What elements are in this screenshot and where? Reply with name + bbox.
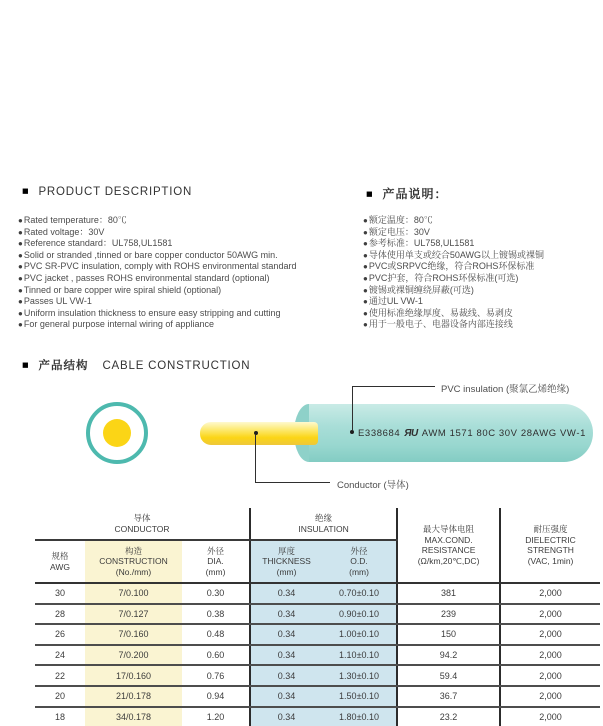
dot-bullet-icon: ●	[18, 320, 23, 330]
square-bullet-icon: ■	[366, 188, 374, 201]
table-row	[35, 583, 600, 604]
leader-line	[352, 386, 435, 387]
conductor-label: Conductor (导体)	[337, 480, 409, 491]
spec-table	[35, 508, 600, 726]
list-item-text: Rated voltage：30V	[23, 226, 105, 237]
list-item	[363, 319, 601, 331]
group-label-en: CONDUCTOR	[114, 523, 170, 534]
cell-resistance: 94.2	[397, 645, 500, 666]
dot-bullet-icon: ●	[363, 285, 368, 295]
list-item-text: For general purpose internal wiring of appliance	[23, 319, 214, 330]
leader-line	[352, 386, 353, 430]
cell-awg: 28	[35, 604, 85, 625]
list-item	[18, 250, 363, 262]
dia-column-header	[182, 540, 250, 583]
square-bullet-icon: ■	[22, 359, 30, 372]
cell-awg: 24	[35, 645, 85, 666]
col-label-cn: 耐压强度	[533, 524, 568, 534]
list-item	[18, 215, 363, 227]
dot-bullet-icon: ●	[18, 239, 23, 249]
cell-awg: 26	[35, 624, 85, 645]
cell-resistance: 59.4	[397, 665, 500, 686]
col-label-en: CONSTRUCTION	[99, 556, 168, 567]
conductor-group-header	[35, 508, 250, 540]
cell-dia: 0.76	[182, 665, 250, 686]
list-item-text: 镀锡或裸铜缠绕屏蔽(可选)	[368, 284, 474, 295]
cell-thickness: 0.34	[250, 604, 322, 625]
col-label-en: DIA.	[207, 556, 224, 567]
dot-bullet-icon: ●	[363, 250, 368, 260]
col-label-en: DIELECTRIC	[525, 534, 576, 545]
dot-bullet-icon: ●	[363, 262, 368, 272]
list-item-text: 导体使用单支或绞合50AWG以上镀锡或裸铜	[368, 249, 545, 260]
cell-awg: 22	[35, 665, 85, 686]
list-item-text: PVC护套，符合ROHS环保标准(可选)	[368, 272, 519, 283]
cell-od: 1.50±0.10	[322, 686, 397, 707]
list-item	[18, 227, 363, 239]
col-unit: (Ω/km,20℃,DC)	[417, 555, 480, 566]
cell-dia: 0.94	[182, 686, 250, 707]
cell-dielectric: 2,000	[500, 686, 600, 707]
cell-dia: 1.20	[206, 711, 225, 722]
list-item-text: 用于一般电子、电器设备内部连接线	[368, 319, 513, 330]
list-item	[363, 238, 601, 250]
col-label-cn: 外径	[207, 545, 225, 556]
cell-dia: 0.38	[182, 604, 250, 625]
cell-od: 1.30±0.10	[322, 665, 397, 686]
col-label-en: THICKNESS	[262, 556, 311, 567]
list-item	[18, 273, 363, 285]
col-label-cn: 最大导体电阻	[423, 524, 475, 534]
product-notes-title: 产品说明：	[382, 187, 448, 201]
awg-column-header	[35, 540, 85, 583]
list-item-text: 额定电压：30V	[368, 226, 430, 237]
list-item-text: 参考标准：UL758,UL1581	[368, 238, 475, 249]
cell-dielectric: 2,000	[500, 624, 600, 645]
col-label-en: MAX.COND.	[424, 534, 473, 545]
cell-dielectric: 2,000	[500, 645, 600, 666]
cell-thickness: 0.34	[250, 665, 322, 686]
dot-bullet-icon: ●	[363, 273, 368, 283]
cell-od: 1.10±0.10	[322, 645, 397, 666]
cell-construction: 21/0.178	[85, 686, 182, 707]
cell-construction: 17/0.160	[85, 665, 182, 686]
cell-thickness: 0.34	[250, 707, 322, 726]
dot-bullet-icon: ●	[18, 297, 23, 307]
cable-rating-text: AWM 1571 80C 30V 28AWG VW-1	[421, 428, 586, 439]
cell-dielectric: 2,000	[500, 604, 600, 625]
list-item	[363, 261, 601, 273]
table-row	[35, 707, 600, 726]
col-unit: (mm)	[205, 566, 226, 577]
cable-diagram	[0, 375, 603, 508]
col-label-en: AWG	[50, 561, 70, 572]
col-label-cn: 厚度	[278, 545, 296, 556]
cell-dielectric: 2,000	[500, 665, 600, 686]
cell-thickness: 0.34	[250, 583, 322, 604]
list-item-text: Reference standard：UL758,UL1581	[23, 238, 173, 249]
col-label-en: STRENGTH	[527, 545, 574, 555]
ul-logo-icon: ЯU	[404, 428, 418, 439]
dot-bullet-icon: ●	[18, 308, 23, 318]
cell-construction: 7/0.200	[85, 645, 182, 666]
insulation-label: PVC insulation (聚氯乙烯绝缘)	[441, 384, 570, 395]
list-item	[18, 308, 363, 320]
cell-dia: 0.48	[182, 624, 250, 645]
list-item	[18, 238, 363, 250]
col-label-cn: 构造	[124, 545, 142, 556]
list-item-text: 额定温度：80℃	[368, 215, 433, 225]
cell-awg: 20	[35, 686, 85, 707]
group-label-en: INSULATION	[298, 523, 349, 534]
product-description-heading	[22, 186, 192, 198]
cable-construction-heading	[22, 357, 250, 373]
list-item	[363, 215, 601, 227]
cell-construction: 7/0.160	[85, 624, 182, 645]
leader-dot	[350, 430, 354, 434]
table-row	[35, 604, 600, 625]
cell-dia: 0.60	[182, 645, 250, 666]
cell-awg: 30	[35, 583, 85, 604]
group-header-row	[35, 508, 600, 540]
resistance-column-header	[397, 508, 500, 583]
square-bullet-icon: ■	[22, 185, 30, 198]
list-item-text: Solid or stranded ,tinned or bare copper conductor 50AWG min.	[23, 249, 278, 260]
list-item	[363, 296, 601, 308]
cell-thickness: 0.34	[250, 686, 322, 707]
col-unit: (mm)	[349, 566, 369, 577]
list-item-text: Tinned or bare copper wire spiral shield (optional)	[23, 284, 222, 295]
dot-bullet-icon: ●	[18, 227, 23, 237]
col-label-cn: 外径	[350, 545, 368, 556]
product-notes-list	[363, 215, 601, 331]
cell-construction: 7/0.100	[85, 583, 182, 604]
cell-od: 0.90±0.10	[322, 604, 397, 625]
list-item	[363, 308, 601, 320]
cell-thickness: 0.34	[250, 624, 322, 645]
dot-bullet-icon: ●	[18, 262, 23, 272]
dot-bullet-icon: ●	[363, 227, 368, 237]
cell-dia: 0.30	[182, 583, 250, 604]
col-label-en: O.D.	[350, 556, 368, 567]
dot-bullet-icon: ●	[363, 308, 368, 318]
cell-awg: 18	[54, 711, 65, 722]
cell-od: 1.80±0.10	[322, 707, 397, 726]
leader-line	[255, 482, 330, 483]
col-unit: (No./mm)	[115, 566, 152, 577]
cell-thickness: 0.34	[250, 645, 322, 666]
list-item-text: PVC SR-PVC insulation, comply with ROHS environmental standard	[23, 261, 297, 272]
cell-resistance: 150	[397, 624, 500, 645]
cell-construction: 34/0.178	[85, 707, 182, 726]
list-item	[363, 285, 601, 297]
cell-resistance: 239	[397, 604, 500, 625]
table-row	[35, 645, 600, 666]
od-column-header	[322, 540, 397, 583]
col-unit: (mm)	[276, 566, 297, 577]
list-item	[18, 285, 363, 297]
table-row	[35, 665, 600, 686]
table-row	[35, 624, 600, 645]
dot-bullet-icon: ●	[363, 297, 368, 307]
dot-bullet-icon: ●	[18, 250, 23, 260]
dot-bullet-icon: ●	[363, 320, 368, 330]
product-description-title: PRODUCT DESCRIPTION	[38, 186, 193, 198]
list-item-text: Rated temperature：80℃	[23, 215, 127, 225]
product-description-list	[18, 215, 363, 331]
insulation-group-header	[250, 508, 397, 540]
list-item-text: 使用标准绝缘厚度、易裁线、易剥皮	[368, 307, 513, 318]
construction-title-cn: 产品结构	[38, 360, 89, 372]
list-item	[18, 319, 363, 331]
cell-dielectric: 2,000	[500, 583, 600, 604]
list-item-text: PVC或SRPVC绝缘，符合ROHS环保标准	[368, 261, 535, 272]
col-unit: (VAC, 1min)	[527, 555, 574, 566]
table-row	[35, 686, 600, 707]
list-item	[18, 296, 363, 308]
leader-line	[255, 435, 256, 482]
dielectric-column-header	[500, 508, 600, 583]
conductor-rod	[200, 422, 318, 445]
cell-resistance: 36.7	[397, 686, 500, 707]
cell-resistance: 23.2	[397, 707, 500, 726]
dot-bullet-icon: ●	[18, 216, 23, 225]
cell-construction: 7/0.127	[85, 604, 182, 625]
list-item	[363, 273, 601, 285]
dot-bullet-icon: ●	[363, 216, 368, 225]
list-item	[18, 261, 363, 273]
cable-print-text	[358, 428, 586, 439]
cell-od: 1.00±0.10	[322, 624, 397, 645]
col-label-en: RESISTANCE	[421, 545, 476, 555]
product-notes-heading	[366, 185, 447, 202]
group-label-cn: 导体	[133, 513, 151, 523]
list-item-text: Uniform insulation thickness to ensure easy stripping and cutting	[23, 307, 281, 318]
dot-bullet-icon: ●	[363, 239, 368, 249]
list-item	[363, 227, 601, 239]
cross-section-conductor	[103, 419, 131, 447]
thickness-column-header	[250, 540, 322, 583]
ul-file-number: E338684	[358, 428, 401, 439]
list-item-text: Passes UL VW-1	[23, 296, 92, 307]
list-item	[363, 250, 601, 262]
dot-bullet-icon: ●	[18, 273, 23, 283]
spec-table-container	[35, 508, 600, 726]
cell-resistance: 381	[397, 583, 500, 604]
list-item-text: PVC jacket , passes ROHS environmental standard (optional)	[23, 272, 270, 283]
construction-column-header	[85, 540, 182, 583]
dot-bullet-icon: ●	[18, 285, 23, 295]
list-item-text: 通过UL VW-1	[368, 296, 423, 307]
construction-title-en: CABLE CONSTRUCTION	[102, 360, 251, 372]
group-label-cn: 绝缘	[315, 513, 333, 523]
cell-od: 0.70±0.10	[322, 583, 397, 604]
col-label-cn: 规格	[51, 551, 69, 561]
cell-dielectric: 2,000	[500, 707, 600, 726]
